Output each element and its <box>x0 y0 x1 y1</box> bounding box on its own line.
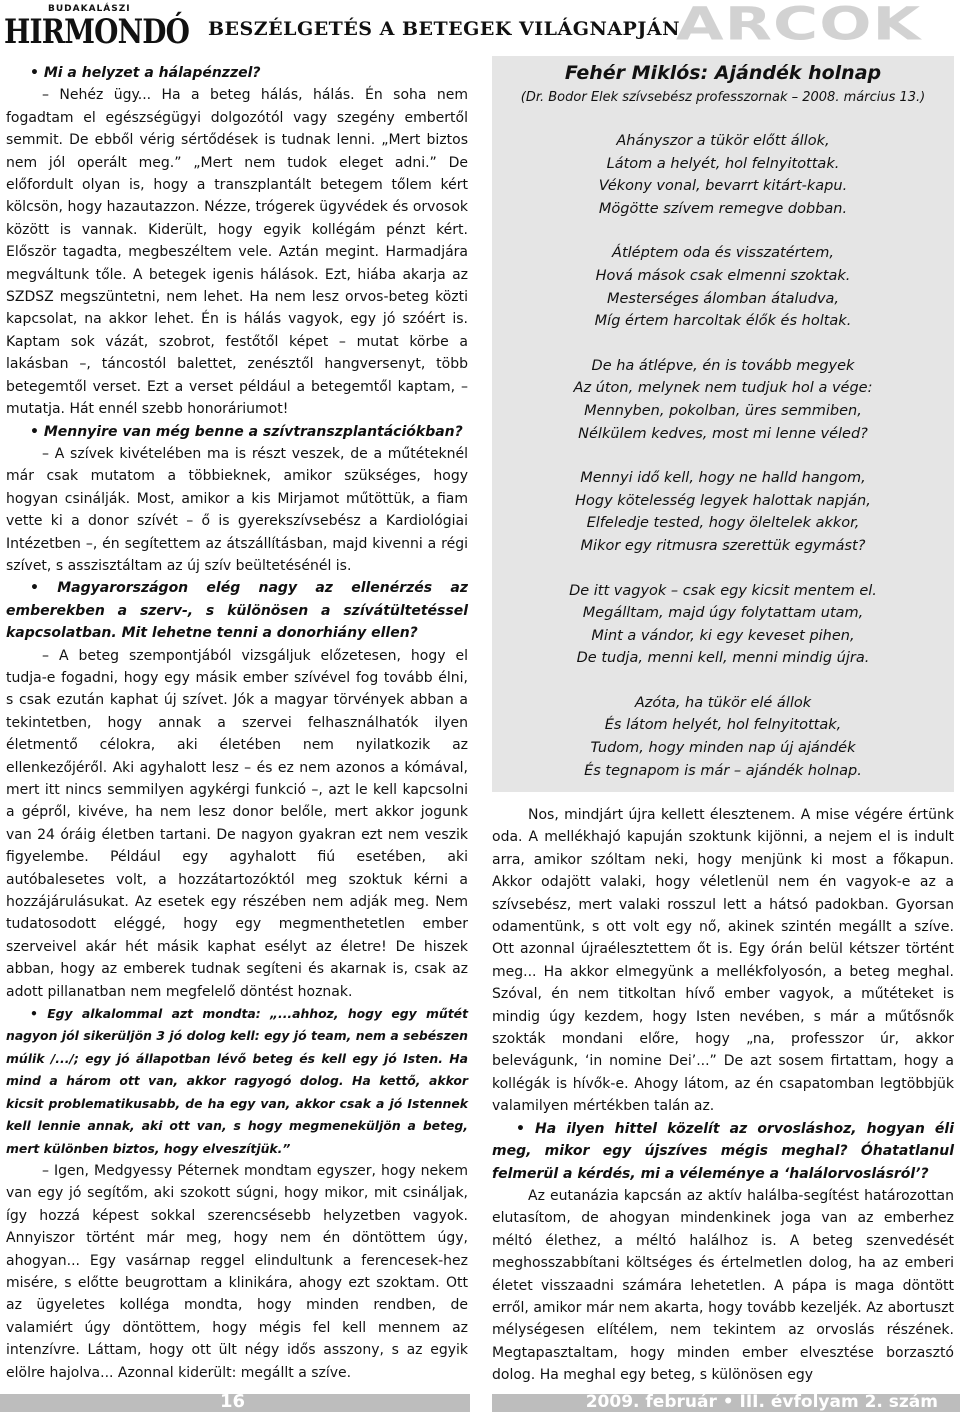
interview-answer: Nos, mindjárt újra kellett élesztenem. A mise végére értünk oda. A mellékhajó kapuján szoktunk kijönni, a nejem el is indult arra, amikor szóltam neki, hogy menjünk ki most a főkapun. Akkor odajött valaki, hogy véletlenül nem én vagyok-e az a szívsebész, mert valaki rosszul lett a hátsó padokban. Gyorsan odamentünk, s ott volt egy nő, akinek szintén megállt a szíve. Ott azonnal újraélesztettem őt is. Egy órán belül kétszer történt meg... Ha akkor elmegyünk a mellékfolyosón, a beteg meghal. Szóval, én nem titkoltan hívő ember vagyok, a műtéteket is mindig úgy kezdem, hogy Isten nevében, s már a műtősnők szokták mondani előre, hogy „na, professzor úr, akkor belevágunk, ‘in nomine Dei’...” De azt sosem firtattam, hogy a kollégák is hívők-e. Ahogy látom, az én csapatomban legtöbbjük valamilyen mértékben talán az. <box>492 807 954 1115</box>
poem-subtitle: (Dr. Bodor Elek szívsebész professzornak – 2008. március 13.) <box>520 90 926 105</box>
interview-question: • Mi a helyzet a hálapénzzel? <box>30 65 261 81</box>
poem-line: De ha átlépve, én is tovább megyek <box>591 357 855 374</box>
newspaper-logo <box>4 4 190 54</box>
poem-line: Azóta, ha tükör elé állok <box>634 694 812 711</box>
page-header <box>0 0 960 58</box>
quote-lead: • Egy alkalommal azt mondta: „ <box>30 1006 278 1022</box>
poem-line: És látom helyét, hol felnyitottak, <box>604 717 842 734</box>
poem-line: Vékony vonal, bevarrt kitárt-kapu. <box>598 178 848 195</box>
interview-answer: Az eutanázia kapcsán az aktív halálba-segítést határozottan elutasítom, de ahogyan mindenkinek joga van az emberhez méltó élethez, a méltó halálhoz is. A beteg szenvedését meghosszabbítani költséges és értelmetlen dolog, ha az emberi életet visszaadni számára lehetetlen. A pápa is maga döntött erről, amikor már nem akarta, hogy tovább kezeljék. Az abortuszt mélységesen elítélem, nem tekintem az orvoslás részének. Megtapasztaltam, hogy minden ember elvesztése borzasztó dolog. Ha meghal egy beteg, s különösen egy <box>492 1187 954 1384</box>
poem-line: Mennyi idő kell, hogy ne halld hangom, <box>580 470 866 487</box>
footer-bar-left <box>0 1391 470 1412</box>
interview-quote <box>6 1003 468 1160</box>
poem-stanza <box>492 355 954 445</box>
page-footer <box>0 1391 960 1420</box>
poem-line: Az úton, melynek nem tudjuk hol a vége: <box>573 380 873 397</box>
page-number: 16 <box>220 1391 246 1412</box>
interview-answer: – A szívek kivételében ma is részt veszek, de a műtéteknél már csak mutatom a többieknek, amikor szükséges, hogy hogyan csinálják. Most, amikor a kis Mirjamot műtöttük, a fiam vette ki a donor szívét – ő is gyerekszívsebész a Kardiológiai Intézetben –, én segítettem az átszállításban, majd kivenni a régi szívet, s asszisztáltam az új szív beültetésénél is. <box>6 445 468 574</box>
poem-line: De itt vagyok – csak egy kicsit mentem el. <box>569 582 877 599</box>
poem-line: És tegnapom is már – ajándék holnap. <box>584 762 862 779</box>
poem-line: Mint a vándor, ki egy keveset pihen, <box>591 627 855 644</box>
poem-line: Mögötte szívem remegve dobban. <box>598 200 848 217</box>
poem-body <box>492 130 954 804</box>
logo-top-text: BUDAKALÁSZI <box>48 4 131 14</box>
poem-line: Nélkülem kedves, most mi lenne véled? <box>578 425 868 442</box>
poem-line: De tudja, menni kell, menni mindig újra. <box>576 650 870 667</box>
poem-line: Mesterséges álomban átaludva, <box>606 290 840 307</box>
interview-answer: – Nehéz ügy... Ha a beteg hálás, hálás. Én soha nem fogadtam el egészségügyi dolgozótól vagy szegény embertől semmit. De ebből vérig sértődések is tudnak lenni. „Mert biztos nem jól operált meg.” „Mert nem tudok eleget adni.” De előfordult olyan is, hogy a transzplantált betegem tőlem kért kölcsön, hogy hazautazzon. Nézze, trógerek ügyvédek és orvosok között is vannak. Kiderült, hogy egyik kollégám pénzt kért. Először tagadta, megbeszéltem vele. Aztán megint. Harmadjára megváltunk tőle. A betegek igenis hálások. Ezt, hiába akarja az SZDSZ megszüntetni, nem lehet. Ha nem lesz orvos-beteg közti kapcsolat, na akkor lehet. Én is hálás vagyok, egy jó szóért is. Kaptam sok vázát, szobrot, festőtől képet – mutat körbe a lakásban –, táncostól balettet, zenésztől hangversenyt, több betegemtől verset. Ezt a verset például a betegemtől kaptam, – mutatja. Hát ennél szebb honoráriumot! <box>6 87 468 418</box>
footer-bar-right <box>492 1394 960 1412</box>
poem-stanza <box>492 467 954 557</box>
interview-question: • Magyarországon elég nagy az ellenérzés az emberekben a szerv-, s különösen a szívátültetéssel kapcsolatban. Mit lehetne tenni a donorhiány ellen? <box>6 580 468 642</box>
interview-question: • Ha ilyen hittel közelít az orvosláshoz, hogyan éli meg, mikor egy újszíves mégis meghal? Óhatatlanul felmerül a kérdés, mi a véleménye a ‘halálorvoslásról’? <box>492 1120 954 1182</box>
page-title: BESZÉLGETÉS A BETEGEK VILÁGNAPJÁN <box>208 18 680 40</box>
article-left-column <box>6 62 468 1384</box>
issue-info: 2009. február • III. évfolyam 2. szám <box>585 1392 938 1412</box>
poem-stanza <box>492 130 954 220</box>
poem-line: Míg értem harcoltak élők és holtak. <box>594 313 852 330</box>
poem-line: Látom a helyét, hol felnyitottak. <box>606 155 840 172</box>
poem-line: Elfeledje tested, hogy öleltelek akkor, <box>586 515 860 532</box>
poem-line: Hová mások csak elmenni szoktak. <box>595 267 851 284</box>
quote-body: ...ahhoz, hogy egy műtét nagyon jól sikerüljön 3 jó dolog kell: egy jó team, nem a sebészen múlik /.../; egy jó állapotban lévő beteg és kell egy jó Isten. Ha mind a három ott van, akkor ragyogó dolog. Ha kettő, akkor kicsit problematikusabb, de ha egy van, akkor csak a jó Istennek kell lennie annak, aki ott van, s hogy megmeneküljön a beteg, mert különben biztos, hogy elveszítjük.” <box>6 1006 468 1156</box>
poem-line: Átléptem oda és visszatértem, <box>612 245 834 262</box>
poem-box <box>492 56 954 792</box>
interview-question: • Mennyire van még benne a szívtranszplantációkban? <box>30 423 463 440</box>
interview-answer: – A beteg szempontjából vizsgáljuk előzetesen, hogy el tudja-e fogadni, hogy egy másik ember szívével fog tovább élni, s csak ezután kaphat új szívet. Jók a magyar törvények abban a tekintetben, hogy annak a szervei felhasználhatók ilyen életmentő célokra, aki életében nem nyilatkozik az ellenkezőjéről. Aki agyhalott lesz – és ez nem azonos a kómával, mert itt nincs semmilyen agykérgi funkció –, azt le kell kapcsolni a gépről, kivéve, ha nem lesz donor belőle, mert akkor jogunk van 24 óráig életben tartani. De nagyon gyakran ezt nem veszik figyelembe. Például egy agyhalott fiú esetében, aki autóbalesetes volt, a hozzátartozóktól meg szoktuk kérni a hozzájárulásukat. Az esetek egy részében nem adják meg. Nem tudatosodott eléggé, hogy egy megmenthetetlen ember szerveivel akár hét másik kaphat esélyt az életre! De hiszek abban, hogy az emberek tudnak segíteni és akarnak is, csak az adott pillanatban nem megfelelő döntést hoznak. <box>6 647 468 1000</box>
poem-line: Hogy kötelesség legyek halottak napján, <box>575 492 871 509</box>
poem-stanza <box>492 580 954 670</box>
interview-answer: – Igen, Medgyessy Péternek mondtam egyszer, hogy nekem van egy jó segítőm, aki szokott súgni, hogy mikor, mit csináljak, így hozzá képest sokkal szerencsésebb helyzetben vagyok. Annyiszor történt már meg, hogy nem én döntöttem úgy, ahogyan... Egy vasárnap reggel elindultunk a ferencesek-hez misére, s előtte beugrottam a klinikára, ahogy ezt szoktam. Ott az ügyeletes kolléga mondta, hogy minden rendben, de valamiért úgy döntöttem, hogy mégis fel kell mennem az intenzívre. Láttam, hogy ott ült négy idős asszony, s az egyik elölre hajolva... Azonnal kiderült: megállt a szíve. <box>6 1162 468 1381</box>
section-tag: ARCOK <box>676 0 922 51</box>
poem-stanza <box>492 242 954 332</box>
poem-line: Mikor egy ritmusra szerettük egymást? <box>580 537 866 554</box>
poem-line: Tudom, hogy minden nap új ajándék <box>590 740 856 757</box>
poem-line: Mennyben, pokolban, üres semmiben, <box>584 402 862 419</box>
poem-line: Ahányszor a tükör előtt állok, <box>616 133 830 149</box>
logo-main-text: HIRMONDÓ <box>4 12 190 52</box>
poem-title: Fehér Miklós: Ajándék holnap <box>564 62 882 84</box>
article-right-column <box>492 804 954 1387</box>
poem-stanza <box>492 692 954 782</box>
poem-line: Megálltam, majd úgy folytattam utam, <box>582 605 864 622</box>
